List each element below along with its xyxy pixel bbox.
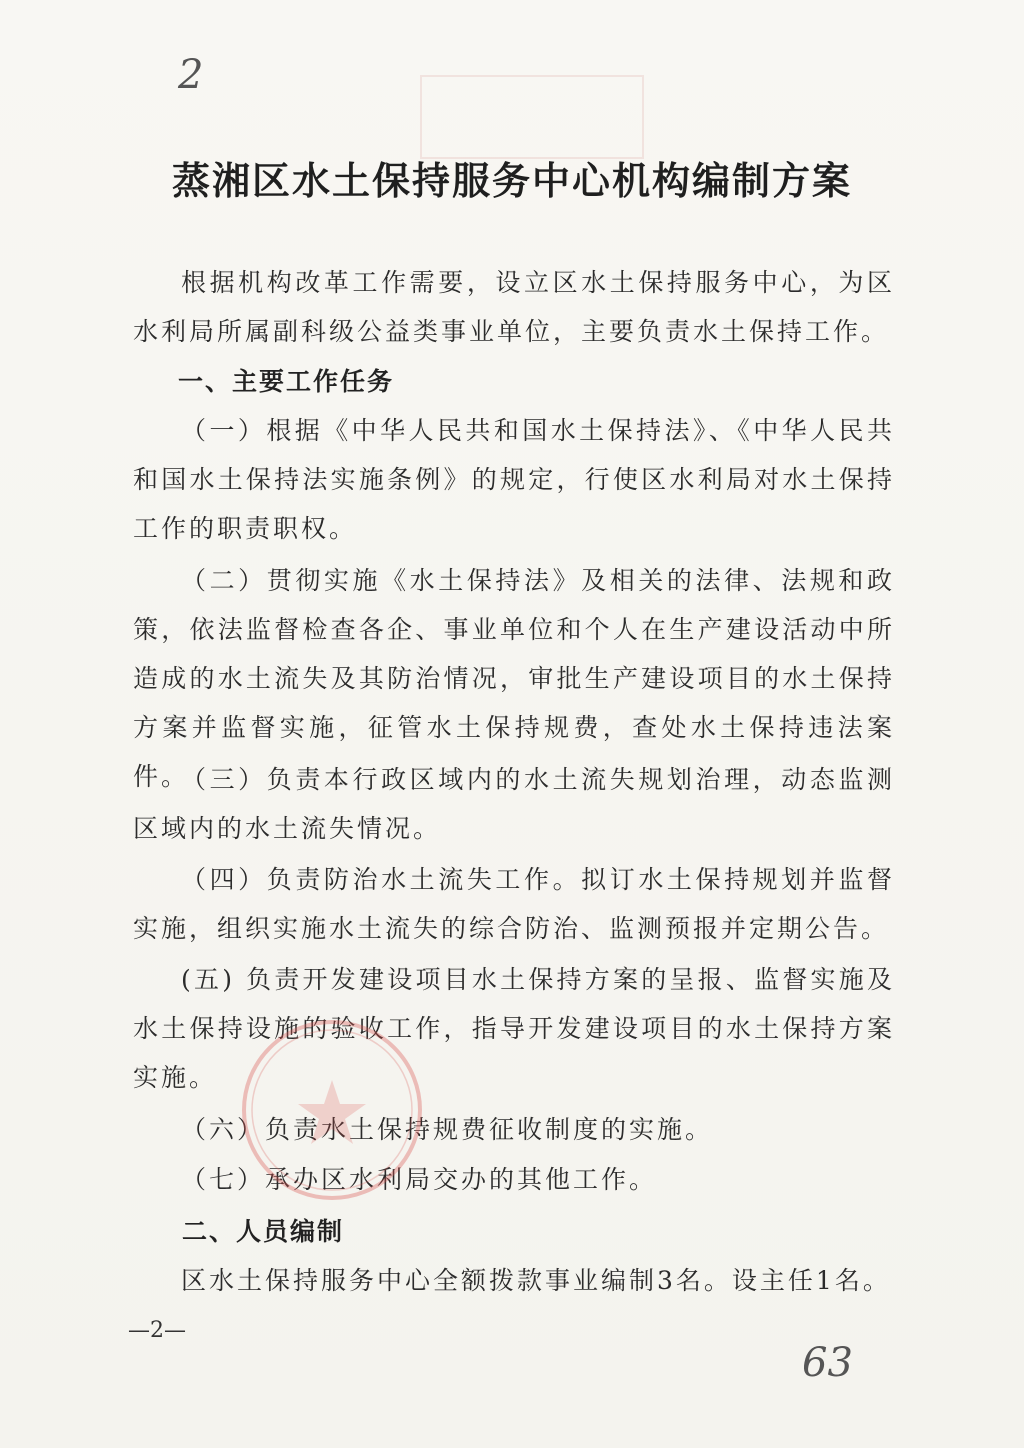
section-heading-staffing: 二、人员编制: [182, 1217, 345, 1246]
page-number: —2—: [128, 1318, 186, 1343]
document-title: 蒸湘区水土保持服务中心机构编制方案: [171, 158, 852, 203]
task-item-3: （三）负责本行政区域内的水土流失规划治理，动态监测区域内的水土流失情况。: [133, 765, 895, 843]
task-item-4: （四）负责防治水土流失工作。拟订水土保持规划并监督实施，组织实施水土流失的综合防治、监测预报并定期公告。: [133, 865, 895, 943]
task-item-7: （七）承办区水利局交办的其他工作。: [181, 1165, 658, 1194]
official-seal-stamp: [232, 1010, 432, 1210]
task-item-5: (五) 负责开发建设项目水土保持方案的呈报、监督实施及水土保持设施的验收工作，指导开发建设项目的水土保持方案实施。: [133, 965, 895, 1092]
task-item-1: （一）根据《中华人民共和国水土保持法》、《中华人民共和国水土保持法实施条例》的规定，行使区水利局对水土保持工作的职责职权。: [133, 416, 895, 543]
handwritten-folio-number: 63: [802, 1340, 853, 1386]
handwritten-page-mark: 2: [178, 52, 204, 98]
task-item-6: （六）负责水土保持规费征收制度的实施。: [181, 1115, 714, 1144]
intro-paragraph: 根据机构改革工作需要，设立区水土保持服务中心，为区水利局所属副科级公益类事业单位，主要负责水土保持工作。: [133, 268, 895, 346]
task-item-2: （二）贯彻实施《水土保持法》及相关的法律、法规和政策，依法监督检查各企、事业单位和个人在生产建设活动中所造成的水土流失及其防治情况，审批生产建设项目的水土保持方案并监督实施，征管水土保持规费，查处水土保持违法案件。: [133, 566, 895, 791]
section-heading-tasks: 一、主要工作任务: [178, 367, 395, 396]
staffing-paragraph: 区水土保持服务中心全额拨款事业编制3名。设主任1名。: [181, 1266, 891, 1295]
faint-stamp-mark: [420, 75, 644, 159]
